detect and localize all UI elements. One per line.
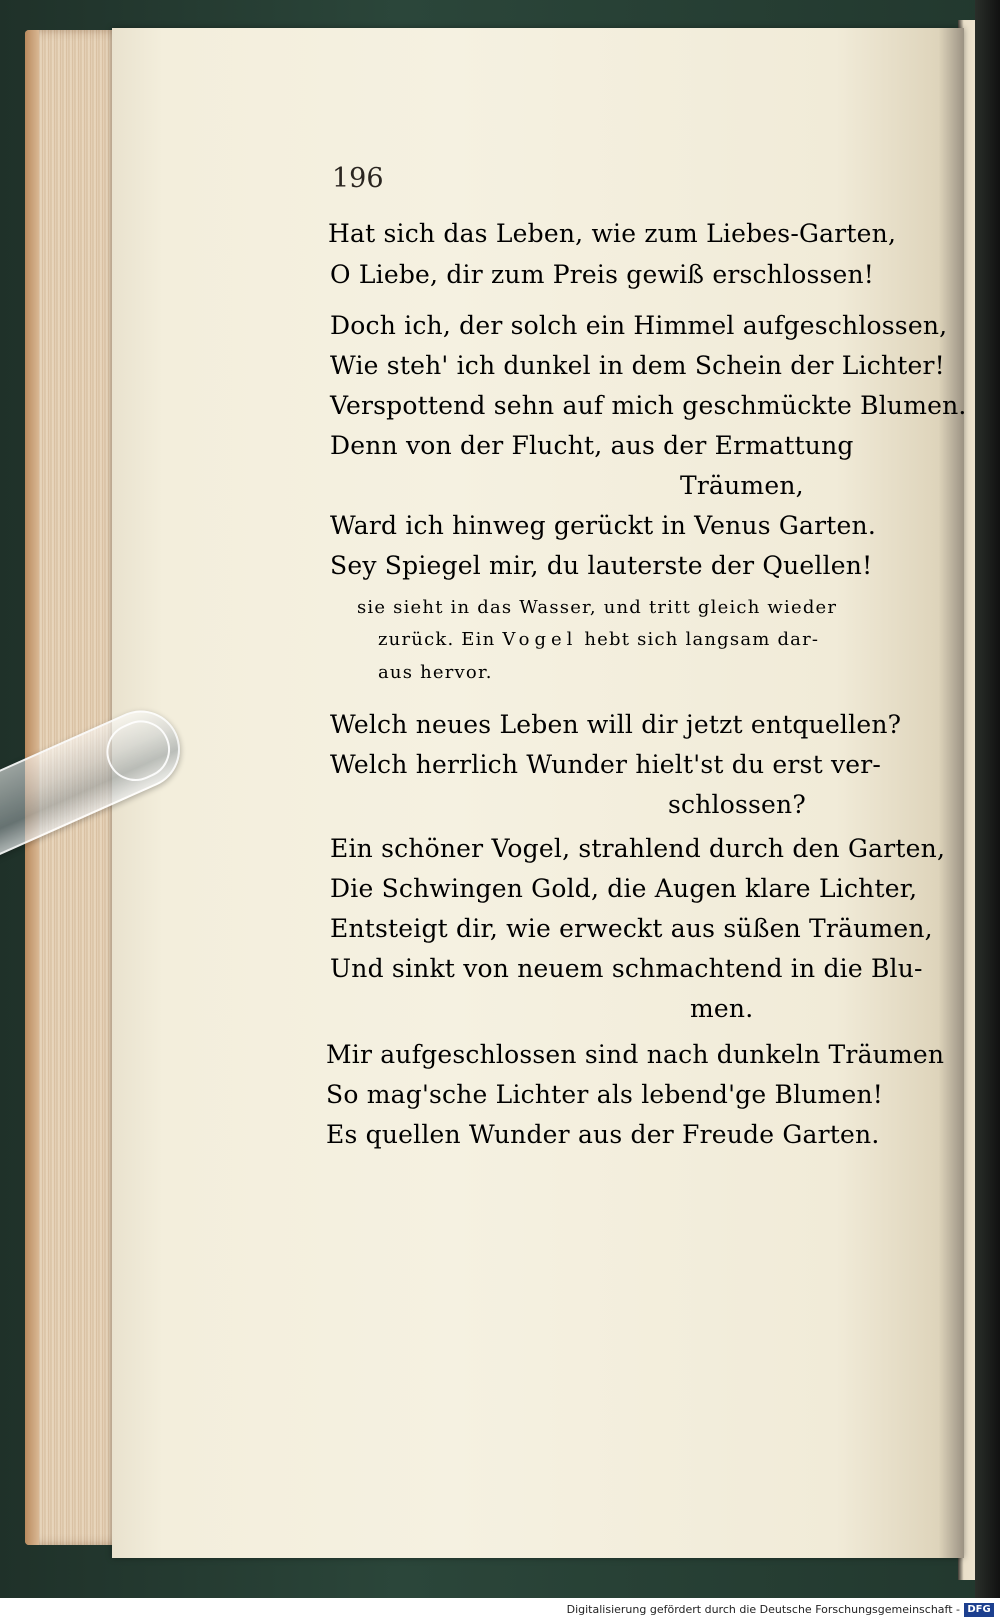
verse-line-continuation: Träumen, (680, 471, 804, 500)
book-cover-edge (975, 0, 1000, 1620)
verse-line: Ein schöner Vogel, strahlend durch den Garten, (330, 834, 946, 863)
page-number: 196 (332, 163, 384, 194)
verse-line-continuation: men. (690, 994, 754, 1023)
verse-line: Und sinkt von neuem schmachtend in die Blu- (330, 954, 923, 983)
verse-line: Entsteigt dir, wie erweckt aus süßen Träumen, (330, 914, 933, 943)
digitization-credit: Digitalisierung gefördert durch die Deutsche Forschungsgemeinschaft - (566, 1603, 960, 1616)
verse-line: Hat sich das Leben, wie zum Liebes-Garten, (328, 219, 897, 248)
verse-line: Ward ich hinweg gerückt in Venus Garten. (330, 511, 877, 540)
verse-line: Welch herrlich Wunder hielt'st du erst ver- (330, 750, 882, 779)
stage-direction-text: zurück. Ein (378, 629, 503, 650)
verse-line: Doch ich, der solch ein Himmel aufgeschlossen, (330, 311, 948, 340)
verse-line-continuation: schlossen? (668, 790, 806, 819)
verse-line: Welch neues Leben will dir jetzt entquellen? (330, 710, 902, 739)
book-page (112, 28, 964, 1558)
stage-direction-line (378, 631, 819, 649)
verse-line: Die Schwingen Gold, die Augen klare Lichter, (330, 874, 918, 903)
stage-direction-line: aus hervor. (378, 662, 493, 683)
verse-line: So mag'sche Lichter als lebend'ge Blumen! (326, 1080, 884, 1109)
verse-line: Es quellen Wunder aus der Freude Garten. (326, 1120, 880, 1149)
verse-line: Mir aufgeschlossen sind nach dunkeln Träumen (326, 1040, 945, 1069)
verse-line: Wie steh' ich dunkel in dem Schein der Lichter! (330, 351, 945, 380)
dfg-logo: DFG (964, 1603, 994, 1617)
stage-direction-line: sie sieht in das Wasser, und tritt gleich wieder (357, 597, 838, 618)
stage-direction-character: Vogel (502, 629, 578, 650)
verse-line: Sey Spiegel mir, du lauterste der Quellen! (330, 551, 873, 580)
verse-line: Verspottend sehn auf mich geschmückte Blumen. (330, 391, 967, 420)
verse-line: O Liebe, dir zum Preis gewiß erschlossen! (330, 260, 875, 289)
verse-line: Denn von der Flucht, aus der Ermattung (330, 431, 854, 460)
stage-direction-text: hebt sich langsam dar- (577, 629, 820, 650)
